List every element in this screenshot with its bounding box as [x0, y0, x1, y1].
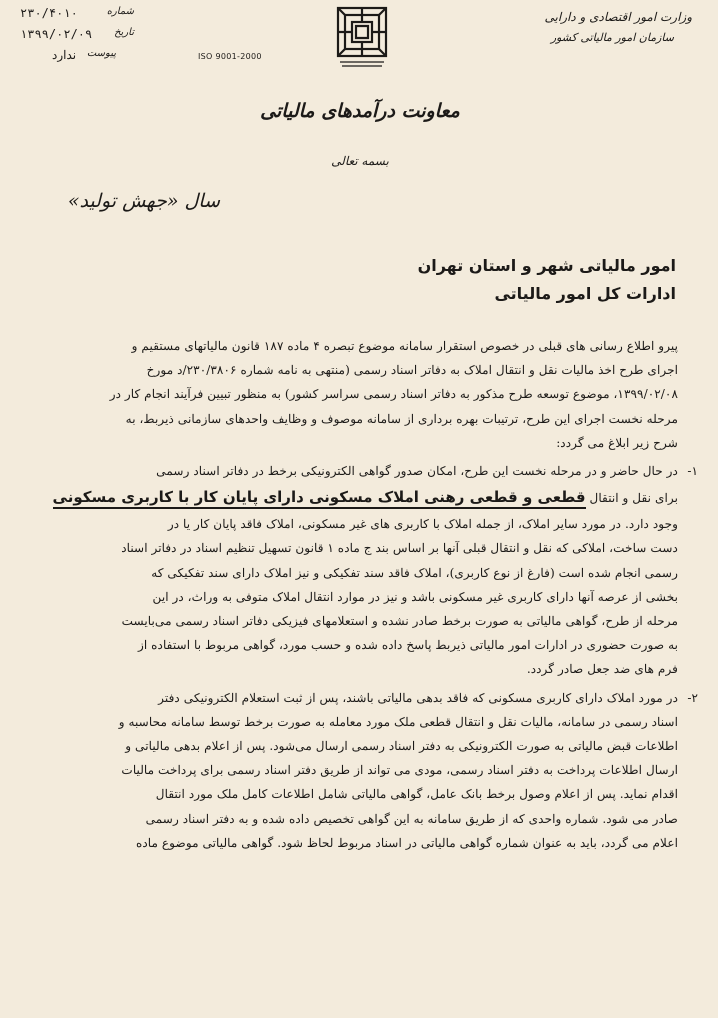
clause-line: دست ساخت، املاکی که نقل و انتقال قبلی آنها بر اساس بند ج ماده ۱ قانون تسهیل تنظیم اسناد در دفاتر اسناد — [121, 541, 678, 556]
underlined-emphasis: قطعی و قطعی رهنی املاک مسکونی دارای پایان کار با کاربری مسکونی — [53, 488, 586, 509]
number-label: شماره — [106, 6, 134, 17]
clause-2 — [28, 686, 698, 855]
clause-line: مرحله از طرح، گواهی مالیاتی به صورت برخط صادر نشده و استعلامهای فیزیکی دفاتر اسناد رسمی می‌بایست — [121, 614, 678, 629]
tax-organization-emblem-icon — [332, 4, 392, 70]
bismillah: بسمه تعالی — [331, 154, 389, 168]
letterhead-organization — [542, 6, 692, 48]
clause-line: در حال حاضر و در مرحله نخست این طرح، امکان صدور گواهی الکترونیکی برخط در دفاتر اسناد رسمی — [156, 464, 678, 479]
clause-line: رسمی انجام شده است (فارغ از نوع کاربری)، املاک فاقد سند تفکیکی و نیز املاک دارای سند تفکیکی که — [151, 565, 678, 580]
attachment-label: پیوست — [86, 48, 116, 59]
intro-line: مرحله نخست اجرای این طرح، ترتیبات بهره برداری از سامانه موصوف و وظایف واحدهای سازمانی ذیربط، به — [125, 411, 678, 426]
clause-number: ۲- — [687, 690, 698, 705]
ministry-name: وزارت امور اقتصادی و دارایی — [544, 10, 692, 24]
recipient-line: ادارات کل امور مالیاتی — [494, 284, 676, 303]
clause-line: بخشی از عرصه آنها دارای کاربری غیر مسکونی باشد و نیز در موارد انتقال املاک متوفی به وراث، در این — [152, 589, 678, 604]
letter-date: ۱۳۹۹/۰۲/۰۹ — [20, 27, 93, 41]
intro-paragraph — [28, 334, 678, 455]
intro-line: پیرو اطلاع رسانی های قبلی در خصوص استقرار سامانه موضوع تبصره ۴ ماده ۱۸۷ قانون مالیاتهای مستقیم و — [131, 339, 678, 353]
intro-line: ۱۳۹۹/۰۲/۰۸، موضوع توسعه طرح مذکور به دفاتر اسناد رسمی سراسر کشور) به منظور تبیین فرآیند انجام کار در — [109, 387, 678, 402]
letter-body — [28, 334, 698, 855]
clause-line: وجود دارد. در مورد سایر املاک، از جمله املاک با کاربری های غیر مسکونی، املاک فاقد پایان کار یا در — [167, 517, 678, 532]
clause-line: صادر می شود. شماره واحدی که از طریق سامانه به این گواهی تخصیص داده شده و به دفتر اسناد رسمی — [145, 811, 678, 826]
clause-line: اسناد رسمی در سامانه، مالیات نقل و انتقال قطعی ملک مورد معامله به صورت برخط توسط سامانه محاسبه و — [118, 714, 678, 729]
clause-line: در مورد املاک دارای کاربری مسکونی که فاقد بدهی مالیاتی باشند، پس از ثبت استعلام الکترونیکی دفتر — [158, 690, 678, 705]
clause-line: فرم های ضد جعل صادر گردد. — [526, 662, 678, 677]
iso-certification: ISO 9001-2000 — [198, 52, 262, 61]
clause-line: اطلاعات قبض مالیاتی به صورت الکترونیکی به دفتر اسناد رسمی ارسال می‌شود. پس از اعلام بدهی مالیاتی و — [125, 739, 678, 754]
year-slogan: سال «جهش تولید» — [67, 190, 220, 212]
intro-line: شرح زیر ابلاغ می گردد: — [556, 435, 678, 450]
clause-1 — [28, 459, 698, 682]
letter-number: ۲۳۰/۴۰۱۰ — [20, 6, 78, 20]
clause-line: اقدام نماید. پس از اعلام وصول برخط بانک عامل، گواهی مالیاتی شامل اطلاعات کامل ملک مورد انتقال — [155, 787, 678, 802]
clause-line: اعلام می گردد، باید به عنوان شماره گواهی مالیاتی در اسناد مربوط لحاظ شود. گواهی مالیاتی موضوع ماده — [135, 835, 678, 850]
date-label: تاریخ — [114, 27, 134, 38]
deputy-title: معاونت درآمدهای مالیاتی — [260, 100, 460, 122]
recipient-line: امور مالیاتی شهر و استان تهران — [417, 256, 676, 275]
clause-number: ۱- — [687, 464, 698, 479]
clause-line: ارسال اطلاعات پرداخت به دفتر اسناد رسمی، مودی می تواند از طریق دفتر اسناد رسمی برای پرداخت مالیات — [121, 763, 678, 778]
organization-name: سازمان امور مالیاتی کشور — [550, 31, 674, 44]
clause-line: به صورت حضوری در ادارات امور مالیاتی ذیربط پاسخ داده شده و حسب مورد، گواهی مربوط با استفاده از — [138, 638, 678, 653]
recipients — [316, 252, 676, 308]
attachment-value: ندارد — [52, 48, 77, 62]
clause-emphasis-line — [28, 483, 678, 512]
emphasis-prefix: برای نقل و انتقال — [589, 491, 678, 506]
intro-line: اجرای طرح اخذ مالیات نقل و انتقال املاک به دفاتر اسناد رسمی (منتهی به نامه شماره ۲۳۰/۳۸۰۶/د مورخ — [146, 363, 678, 378]
letter-meta — [14, 6, 134, 69]
